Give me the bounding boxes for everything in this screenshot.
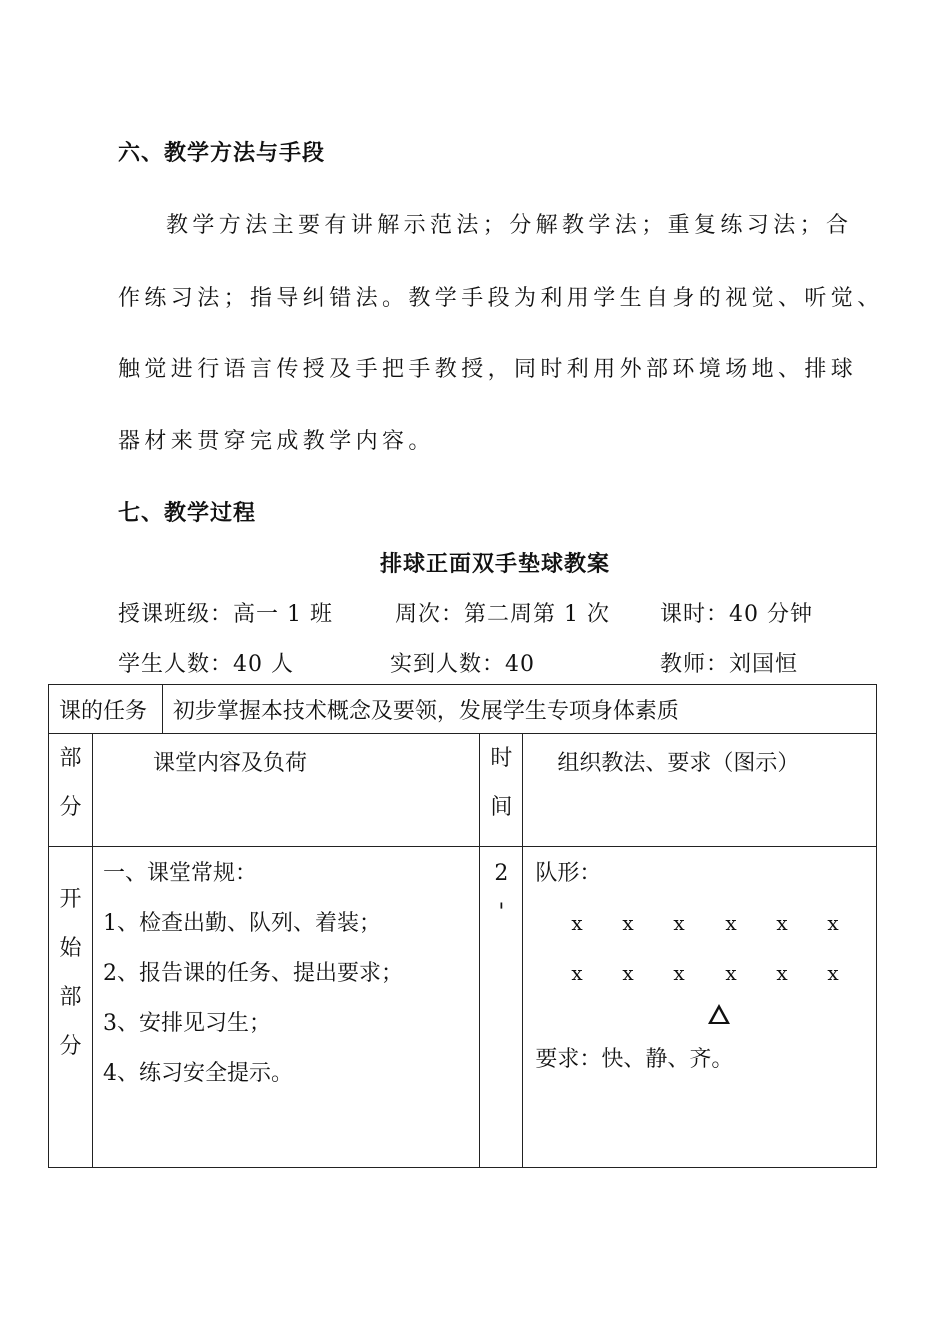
info-attendance: 实到人数：40 [390,652,535,677]
header-content: 课堂内容及负荷 [92,734,479,847]
student-marker: x [827,911,839,935]
info-duration: 课时：40 分钟 [660,602,813,627]
part-cell: 开 始 部 分 [49,847,93,1168]
student-marker: x [673,911,685,935]
student-marker: x [725,911,737,935]
table-row [49,847,877,1168]
lesson-plan-table [48,684,877,1168]
task-label: 课的任务 [49,685,163,734]
header-part: 部 分 [49,734,93,847]
info-week: 周次：第二周第 1 次 [395,602,610,627]
task-row [49,685,877,734]
paragraph-line: 触觉进行语言传授及手把手教授，同时利用外部环境场地、排球 [118,357,858,382]
student-marker: x [571,911,583,935]
info-teacher: 教师：刘国恒 [660,652,799,677]
student-marker: x [776,911,788,935]
info-class: 授课班级：高一 1 班 [118,602,333,627]
header-time: 时 间 [480,734,523,847]
time-cell: 2 ' [480,847,523,1168]
header-row [49,734,877,847]
teacher-triangle-icon [708,1004,730,1024]
paragraph-line: 器材来贯穿完成教学内容。 [118,429,435,454]
method-cell [523,847,877,1168]
lesson-plan-title: 排球正面双手垫球教案 [379,551,610,577]
student-marker: x [776,961,788,985]
student-marker: x [673,961,685,985]
info-students: 学生人数：40 人 [118,652,294,677]
formation-label: 队形： [535,861,602,886]
content-cell: 一、课堂常规： 1、检查出勤、队列、着装； 2、报告课的任务、提出要求； 3、安排见习生； 4、练习安全提示。 [92,847,479,1168]
header-method: 组织教法、要求（图示） [523,734,877,847]
student-marker: x [725,961,737,985]
section-6-heading: 六、教学方法与手段 [118,140,326,166]
student-marker: x [571,961,583,985]
paragraph-line: 作练习法；指导纠错法。教学手段为利用学生自身的视觉、听觉、 [118,286,884,311]
section-7-heading: 七、教学过程 [118,500,257,526]
task-text: 初步掌握本技术概念及要领，发展学生专项身体素质 [162,685,876,734]
student-marker: x [622,911,634,935]
paragraph-line: 教学方法主要有讲解示范法；分解教学法；重复练习法；合 [166,213,853,238]
formation-diagram [535,849,876,1072]
student-marker: x [622,961,634,985]
student-marker: x [827,961,839,985]
requirement-text: 要求：快、静、齐。 [535,1047,734,1072]
